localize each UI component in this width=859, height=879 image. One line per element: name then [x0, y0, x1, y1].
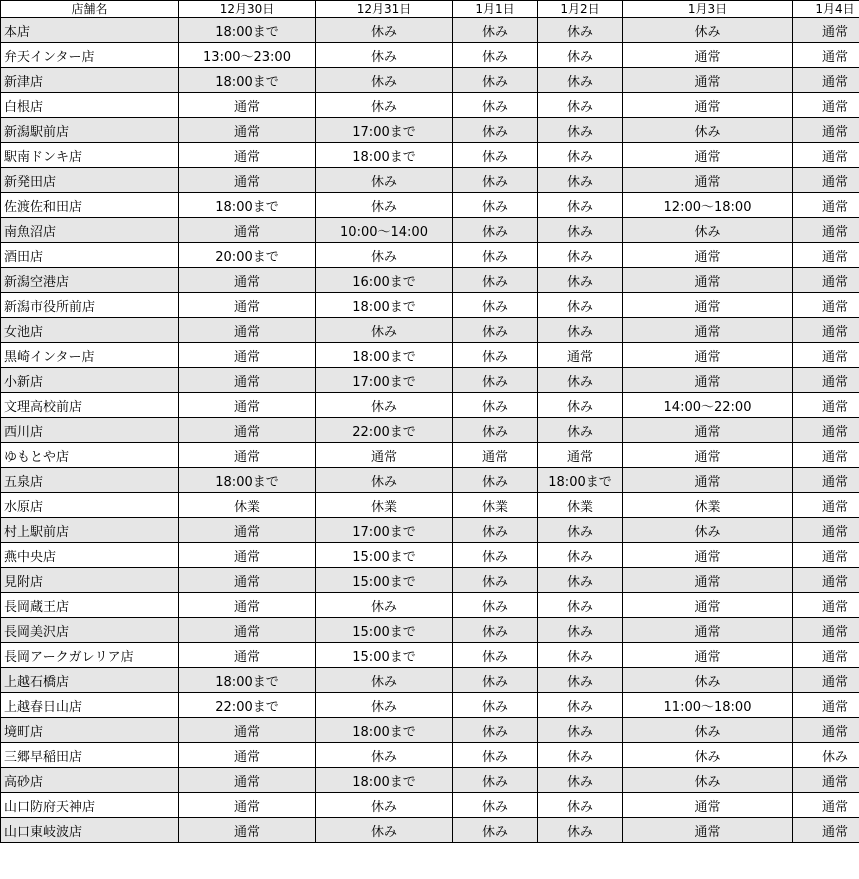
jan-2-cell: 休み	[538, 68, 623, 93]
table-row	[1, 343, 859, 368]
header-dec-30: 12月30日	[179, 1, 316, 18]
store-name-cell: 文理高校前店	[1, 393, 179, 418]
store-name-cell: 黒崎インター店	[1, 343, 179, 368]
dec-30-cell: 13:00〜23:00	[179, 43, 316, 68]
dec-31-cell: 17:00まで	[316, 368, 453, 393]
dec-31-cell: 休み	[316, 393, 453, 418]
jan-2-cell: 休み	[538, 668, 623, 693]
jan-2-cell: 休み	[538, 243, 623, 268]
jan-1-cell: 休み	[453, 768, 538, 793]
jan-4-cell: 通常	[793, 793, 859, 818]
store-name-cell: 見附店	[1, 568, 179, 593]
jan-1-cell: 休み	[453, 668, 538, 693]
store-name-cell: 上越石橋店	[1, 668, 179, 693]
jan-1-cell: 休み	[453, 193, 538, 218]
jan-1-cell: 休み	[453, 618, 538, 643]
dec-31-cell: 休み	[316, 818, 453, 843]
store-name-cell: 西川店	[1, 418, 179, 443]
jan-2-cell: 18:00まで	[538, 468, 623, 493]
store-name-cell: 山口防府天神店	[1, 793, 179, 818]
jan-4-cell: 通常	[793, 268, 859, 293]
dec-30-cell: 通常	[179, 643, 316, 668]
jan-1-cell: 休み	[453, 343, 538, 368]
jan-2-cell: 通常	[538, 343, 623, 368]
jan-4-cell: 休み	[793, 743, 859, 768]
dec-30-cell: 通常	[179, 93, 316, 118]
jan-1-cell: 通常	[453, 443, 538, 468]
jan-4-cell: 通常	[793, 118, 859, 143]
header-jan-3: 1月3日	[623, 1, 793, 18]
table-row	[1, 443, 859, 468]
dec-31-cell: 休み	[316, 668, 453, 693]
jan-1-cell: 休み	[453, 418, 538, 443]
store-name-cell: 新潟市役所前店	[1, 293, 179, 318]
dec-31-cell: 休み	[316, 168, 453, 193]
jan-3-cell: 12:00〜18:00	[623, 193, 793, 218]
table-row	[1, 143, 859, 168]
dec-31-cell: 休み	[316, 68, 453, 93]
jan-4-cell: 通常	[793, 718, 859, 743]
store-name-cell: 高砂店	[1, 768, 179, 793]
table-row	[1, 18, 859, 43]
store-name-cell: 燕中央店	[1, 543, 179, 568]
table-row	[1, 818, 859, 843]
dec-30-cell: 通常	[179, 518, 316, 543]
table-row	[1, 118, 859, 143]
dec-30-cell: 通常	[179, 418, 316, 443]
table-row	[1, 618, 859, 643]
jan-2-cell: 休業	[538, 493, 623, 518]
table-row	[1, 68, 859, 93]
dec-31-cell: 18:00まで	[316, 343, 453, 368]
jan-1-cell: 休み	[453, 43, 538, 68]
header-row	[1, 1, 859, 18]
table-row	[1, 668, 859, 693]
dec-31-cell: 18:00まで	[316, 718, 453, 743]
jan-4-cell: 通常	[793, 643, 859, 668]
table-row	[1, 368, 859, 393]
dec-30-cell: 通常	[179, 543, 316, 568]
store-name-cell: 山口東岐波店	[1, 818, 179, 843]
jan-3-cell: 通常	[623, 468, 793, 493]
jan-2-cell: 休み	[538, 568, 623, 593]
jan-1-cell: 休み	[453, 693, 538, 718]
jan-4-cell: 通常	[793, 218, 859, 243]
jan-1-cell: 休み	[453, 18, 538, 43]
jan-3-cell: 通常	[623, 243, 793, 268]
jan-4-cell: 通常	[793, 93, 859, 118]
store-name-cell: 五泉店	[1, 468, 179, 493]
jan-3-cell: 休み	[623, 118, 793, 143]
jan-4-cell: 通常	[793, 293, 859, 318]
table-row	[1, 543, 859, 568]
jan-4-cell: 通常	[793, 493, 859, 518]
jan-2-cell: 休み	[538, 93, 623, 118]
jan-1-cell: 休み	[453, 518, 538, 543]
dec-31-cell: 休み	[316, 18, 453, 43]
jan-4-cell: 通常	[793, 68, 859, 93]
jan-1-cell: 休み	[453, 368, 538, 393]
jan-2-cell: 休み	[538, 618, 623, 643]
dec-31-cell: 15:00まで	[316, 618, 453, 643]
jan-2-cell: 休み	[538, 193, 623, 218]
jan-1-cell: 休み	[453, 143, 538, 168]
dec-30-cell: 22:00まで	[179, 693, 316, 718]
jan-2-cell: 休み	[538, 643, 623, 668]
dec-30-cell: 通常	[179, 293, 316, 318]
jan-3-cell: 11:00〜18:00	[623, 693, 793, 718]
jan-1-cell: 休み	[453, 168, 538, 193]
jan-2-cell: 休み	[538, 43, 623, 68]
dec-30-cell: 通常	[179, 143, 316, 168]
jan-1-cell: 休み	[453, 643, 538, 668]
store-name-cell: 南魚沼店	[1, 218, 179, 243]
dec-30-cell: 通常	[179, 393, 316, 418]
dec-31-cell: 休み	[316, 318, 453, 343]
dec-31-cell: 15:00まで	[316, 568, 453, 593]
dec-31-cell: 17:00まで	[316, 118, 453, 143]
jan-1-cell: 休み	[453, 818, 538, 843]
store-name-cell: 佐渡佐和田店	[1, 193, 179, 218]
jan-2-cell: 休み	[538, 818, 623, 843]
dec-31-cell: 18:00まで	[316, 293, 453, 318]
store-name-cell: 新津店	[1, 68, 179, 93]
jan-3-cell: 休み	[623, 743, 793, 768]
header-jan-4: 1月4日	[793, 1, 859, 18]
jan-2-cell: 休み	[538, 268, 623, 293]
store-name-cell: 新潟駅前店	[1, 118, 179, 143]
dec-30-cell: 通常	[179, 443, 316, 468]
dec-31-cell: 休み	[316, 593, 453, 618]
jan-4-cell: 通常	[793, 368, 859, 393]
store-name-cell: 長岡蔵王店	[1, 593, 179, 618]
table-row	[1, 568, 859, 593]
dec-31-cell: 休み	[316, 93, 453, 118]
jan-4-cell: 通常	[793, 393, 859, 418]
dec-31-cell: 休み	[316, 193, 453, 218]
jan-3-cell: 通常	[623, 618, 793, 643]
jan-3-cell: 通常	[623, 268, 793, 293]
jan-3-cell: 通常	[623, 418, 793, 443]
jan-3-cell: 通常	[623, 143, 793, 168]
table-row	[1, 218, 859, 243]
store-name-cell: 酒田店	[1, 243, 179, 268]
jan-3-cell: 休み	[623, 718, 793, 743]
table-row	[1, 43, 859, 68]
jan-2-cell: 休み	[538, 18, 623, 43]
jan-4-cell: 通常	[793, 543, 859, 568]
table-row	[1, 418, 859, 443]
table-row	[1, 768, 859, 793]
dec-30-cell: 18:00まで	[179, 193, 316, 218]
jan-2-cell: 休み	[538, 693, 623, 718]
dec-30-cell: 通常	[179, 318, 316, 343]
dec-30-cell: 通常	[179, 168, 316, 193]
jan-1-cell: 休み	[453, 93, 538, 118]
jan-3-cell: 通常	[623, 168, 793, 193]
jan-3-cell: 通常	[623, 593, 793, 618]
dec-31-cell: 18:00まで	[316, 143, 453, 168]
dec-30-cell: 通常	[179, 768, 316, 793]
jan-4-cell: 通常	[793, 668, 859, 693]
jan-3-cell: 休み	[623, 218, 793, 243]
dec-31-cell: 17:00まで	[316, 518, 453, 543]
jan-2-cell: 休み	[538, 293, 623, 318]
jan-1-cell: 休み	[453, 743, 538, 768]
jan-4-cell: 通常	[793, 518, 859, 543]
jan-3-cell: 14:00〜22:00	[623, 393, 793, 418]
jan-3-cell: 通常	[623, 643, 793, 668]
jan-4-cell: 通常	[793, 768, 859, 793]
store-name-cell: 新発田店	[1, 168, 179, 193]
jan-3-cell: 通常	[623, 793, 793, 818]
store-name-cell: 長岡アークガレリア店	[1, 643, 179, 668]
store-name-cell: 弁天インター店	[1, 43, 179, 68]
dec-30-cell: 通常	[179, 818, 316, 843]
jan-1-cell: 休業	[453, 493, 538, 518]
header-jan-1: 1月1日	[453, 1, 538, 18]
table-row	[1, 593, 859, 618]
dec-31-cell: 休み	[316, 793, 453, 818]
jan-2-cell: 休み	[538, 793, 623, 818]
dec-30-cell: 18:00まで	[179, 668, 316, 693]
jan-4-cell: 通常	[793, 18, 859, 43]
header-dec-31: 12月31日	[316, 1, 453, 18]
jan-4-cell: 通常	[793, 568, 859, 593]
jan-2-cell: 休み	[538, 368, 623, 393]
dec-30-cell: 18:00まで	[179, 18, 316, 43]
jan-2-cell: 休み	[538, 393, 623, 418]
table-row	[1, 793, 859, 818]
jan-4-cell: 通常	[793, 143, 859, 168]
jan-1-cell: 休み	[453, 568, 538, 593]
dec-31-cell: 休み	[316, 743, 453, 768]
store-name-cell: 白根店	[1, 93, 179, 118]
jan-4-cell: 通常	[793, 243, 859, 268]
jan-1-cell: 休み	[453, 318, 538, 343]
jan-3-cell: 休み	[623, 768, 793, 793]
jan-2-cell: 休み	[538, 118, 623, 143]
jan-4-cell: 通常	[793, 468, 859, 493]
jan-2-cell: 休み	[538, 543, 623, 568]
jan-3-cell: 通常	[623, 68, 793, 93]
header-jan-2: 1月2日	[538, 1, 623, 18]
dec-31-cell: 休み	[316, 243, 453, 268]
store-name-cell: 駅南ドンキ店	[1, 143, 179, 168]
jan-3-cell: 通常	[623, 443, 793, 468]
table-row	[1, 743, 859, 768]
jan-1-cell: 休み	[453, 68, 538, 93]
jan-2-cell: 休み	[538, 718, 623, 743]
dec-30-cell: 休業	[179, 493, 316, 518]
dec-31-cell: 15:00まで	[316, 543, 453, 568]
jan-3-cell: 通常	[623, 43, 793, 68]
table-row	[1, 268, 859, 293]
dec-30-cell: 通常	[179, 268, 316, 293]
jan-3-cell: 休み	[623, 18, 793, 43]
jan-3-cell: 休み	[623, 668, 793, 693]
dec-31-cell: 22:00まで	[316, 418, 453, 443]
dec-31-cell: 休業	[316, 493, 453, 518]
dec-30-cell: 通常	[179, 568, 316, 593]
dec-31-cell: 16:00まで	[316, 268, 453, 293]
store-name-cell: 三郷早稲田店	[1, 743, 179, 768]
jan-1-cell: 休み	[453, 793, 538, 818]
jan-3-cell: 通常	[623, 818, 793, 843]
jan-1-cell: 休み	[453, 593, 538, 618]
dec-30-cell: 18:00まで	[179, 68, 316, 93]
jan-2-cell: 休み	[538, 593, 623, 618]
jan-3-cell: 通常	[623, 318, 793, 343]
store-name-cell: 本店	[1, 18, 179, 43]
table-row	[1, 318, 859, 343]
jan-1-cell: 休み	[453, 718, 538, 743]
dec-30-cell: 通常	[179, 118, 316, 143]
dec-31-cell: 休み	[316, 43, 453, 68]
table-row	[1, 468, 859, 493]
jan-1-cell: 休み	[453, 543, 538, 568]
jan-4-cell: 通常	[793, 618, 859, 643]
dec-30-cell: 通常	[179, 368, 316, 393]
jan-4-cell: 通常	[793, 693, 859, 718]
table-row	[1, 168, 859, 193]
dec-31-cell: 休み	[316, 468, 453, 493]
jan-4-cell: 通常	[793, 418, 859, 443]
jan-3-cell: 通常	[623, 343, 793, 368]
jan-2-cell: 休み	[538, 743, 623, 768]
jan-2-cell: 通常	[538, 443, 623, 468]
table-row	[1, 518, 859, 543]
jan-3-cell: 休み	[623, 518, 793, 543]
table-row	[1, 93, 859, 118]
dec-31-cell: 10:00〜14:00	[316, 218, 453, 243]
store-name-cell: 小新店	[1, 368, 179, 393]
dec-30-cell: 通常	[179, 718, 316, 743]
dec-30-cell: 18:00まで	[179, 468, 316, 493]
jan-1-cell: 休み	[453, 118, 538, 143]
jan-1-cell: 休み	[453, 268, 538, 293]
table-row	[1, 393, 859, 418]
jan-2-cell: 休み	[538, 218, 623, 243]
jan-1-cell: 休み	[453, 293, 538, 318]
jan-1-cell: 休み	[453, 468, 538, 493]
jan-3-cell: 通常	[623, 293, 793, 318]
table-row	[1, 243, 859, 268]
table-row	[1, 643, 859, 668]
dec-30-cell: 通常	[179, 618, 316, 643]
jan-2-cell: 休み	[538, 143, 623, 168]
jan-3-cell: 通常	[623, 93, 793, 118]
jan-4-cell: 通常	[793, 343, 859, 368]
jan-2-cell: 休み	[538, 768, 623, 793]
table-row	[1, 693, 859, 718]
dec-30-cell: 通常	[179, 793, 316, 818]
dec-31-cell: 18:00まで	[316, 768, 453, 793]
dec-31-cell: 通常	[316, 443, 453, 468]
table-body	[1, 18, 859, 843]
store-name-cell: 新潟空港店	[1, 268, 179, 293]
jan-2-cell: 休み	[538, 168, 623, 193]
dec-30-cell: 20:00まで	[179, 243, 316, 268]
jan-2-cell: 休み	[538, 318, 623, 343]
jan-2-cell: 休み	[538, 418, 623, 443]
dec-30-cell: 通常	[179, 218, 316, 243]
dec-31-cell: 休み	[316, 693, 453, 718]
dec-30-cell: 通常	[179, 343, 316, 368]
store-name-cell: 長岡美沢店	[1, 618, 179, 643]
jan-4-cell: 通常	[793, 193, 859, 218]
jan-3-cell: 通常	[623, 568, 793, 593]
jan-3-cell: 休業	[623, 493, 793, 518]
table-row	[1, 193, 859, 218]
jan-1-cell: 休み	[453, 243, 538, 268]
jan-2-cell: 休み	[538, 518, 623, 543]
dec-30-cell: 通常	[179, 593, 316, 618]
store-name-cell: 女池店	[1, 318, 179, 343]
store-name-cell: 境町店	[1, 718, 179, 743]
dec-31-cell: 15:00まで	[316, 643, 453, 668]
jan-4-cell: 通常	[793, 443, 859, 468]
table-row	[1, 493, 859, 518]
store-name-cell: 水原店	[1, 493, 179, 518]
dec-30-cell: 通常	[179, 743, 316, 768]
jan-4-cell: 通常	[793, 818, 859, 843]
store-name-cell: ゆもとや店	[1, 443, 179, 468]
jan-4-cell: 通常	[793, 318, 859, 343]
store-name-cell: 村上駅前店	[1, 518, 179, 543]
table-row	[1, 293, 859, 318]
jan-1-cell: 休み	[453, 218, 538, 243]
jan-4-cell: 通常	[793, 168, 859, 193]
header-store-name: 店舗名	[1, 1, 179, 18]
jan-4-cell: 通常	[793, 43, 859, 68]
store-name-cell: 上越春日山店	[1, 693, 179, 718]
jan-4-cell: 通常	[793, 593, 859, 618]
jan-1-cell: 休み	[453, 393, 538, 418]
jan-3-cell: 通常	[623, 543, 793, 568]
table-row	[1, 718, 859, 743]
jan-3-cell: 通常	[623, 368, 793, 393]
